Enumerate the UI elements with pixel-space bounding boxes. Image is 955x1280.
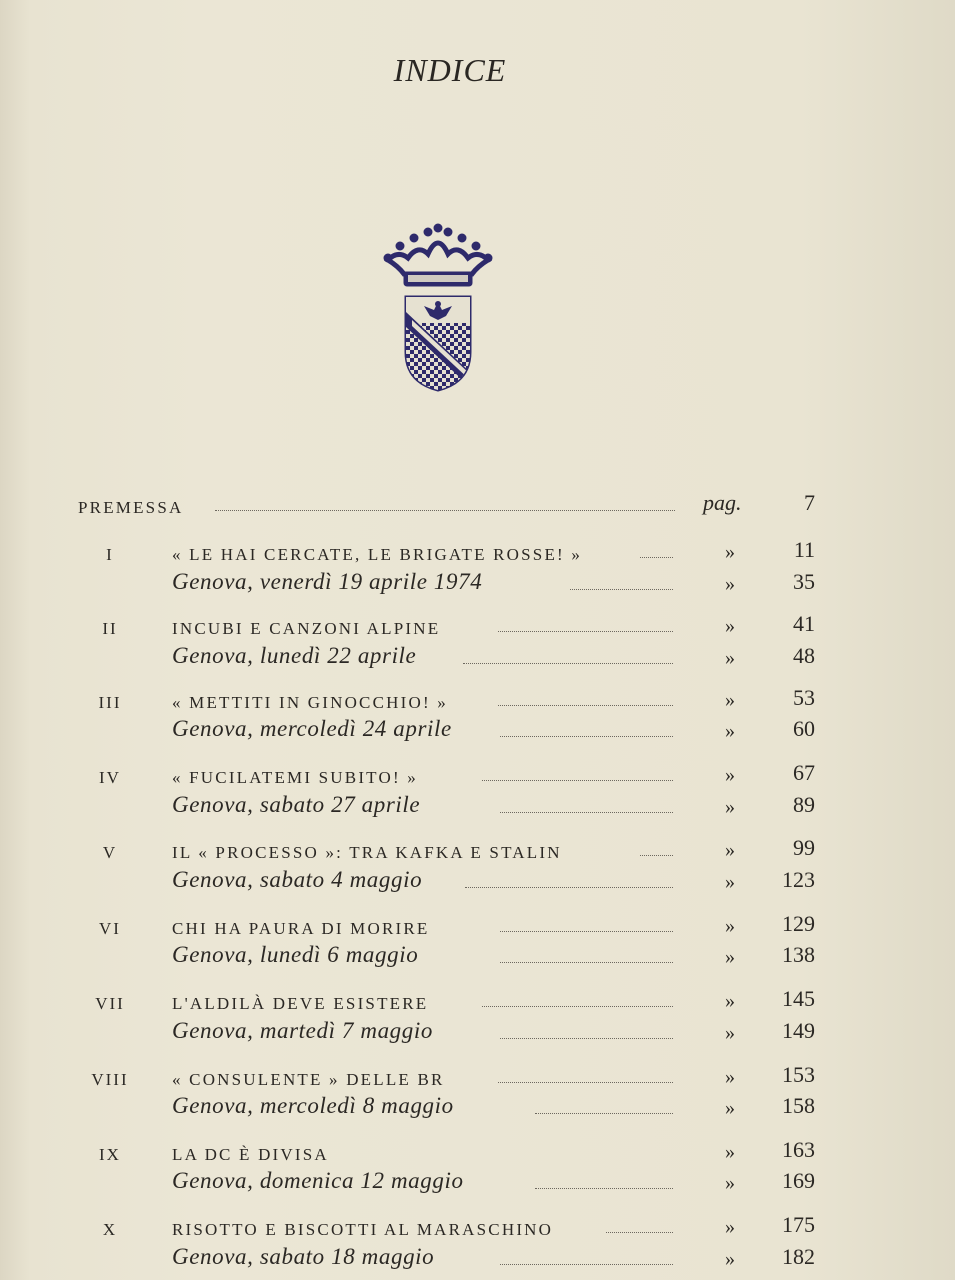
chapter-number: VIII: [91, 1070, 129, 1089]
dot-leader: [498, 1082, 673, 1083]
ditto-mark: »: [725, 1066, 735, 1088]
ditto-mark: »: [725, 764, 735, 786]
toc-entry-chapter[interactable]: [0, 1212, 955, 1246]
toc-entry-diary[interactable]: [0, 643, 955, 677]
page-number: 41: [793, 611, 815, 636]
toc-entry-diary[interactable]: [0, 867, 955, 901]
ditto-mark: »: [725, 1022, 735, 1044]
toc-entry-diary[interactable]: [0, 1168, 955, 1202]
chapter-title: L'ALDILÀ DEVE ESISTERE: [172, 994, 429, 1013]
diary-title: Genova, lunedì 6 maggio: [172, 942, 419, 967]
dot-leader: [500, 962, 673, 963]
dot-leader: [500, 812, 673, 813]
ditto-mark: »: [725, 647, 735, 669]
chapter-number: VII: [95, 994, 125, 1013]
chapter-title: INCUBI E CANZONI ALPINE: [172, 619, 441, 638]
page-number: 169: [782, 1168, 815, 1193]
dot-leader: [500, 1264, 673, 1265]
chapter-title: CHI HA PAURA DI MORIRE: [172, 919, 430, 938]
toc-entry-diary[interactable]: [0, 942, 955, 976]
toc-entry-premessa[interactable]: [0, 490, 955, 524]
ditto-mark: »: [725, 720, 735, 742]
ditto-mark: »: [725, 573, 735, 595]
diary-title: Genova, sabato 18 maggio: [172, 1244, 435, 1269]
diary-title: Genova, mercoledì 8 maggio: [172, 1093, 454, 1118]
chapter-number: X: [102, 1220, 118, 1239]
toc-entry-diary[interactable]: [0, 716, 955, 750]
page-number: 163: [782, 1137, 815, 1162]
ditto-mark: »: [725, 1097, 735, 1119]
ditto-mark: »: [725, 1216, 735, 1238]
page-label: pag.: [703, 490, 742, 515]
ditto-mark: »: [725, 915, 735, 937]
page-number: 158: [782, 1093, 815, 1118]
toc-entry-chapter[interactable]: [0, 685, 955, 719]
ditto-mark: »: [725, 990, 735, 1012]
diary-title: Genova, martedì 7 maggio: [172, 1018, 433, 1043]
chapter-number: I: [106, 545, 114, 564]
chapter-number: IV: [99, 768, 121, 787]
toc-entry-chapter[interactable]: [0, 911, 955, 945]
ditto-mark: »: [725, 1248, 735, 1270]
chapter-number: IX: [99, 1145, 121, 1164]
page-number: 48: [793, 643, 815, 668]
chapter-title: « FUCILATEMI SUBITO! »: [172, 768, 418, 787]
page-number: 129: [782, 911, 815, 936]
chapter-number: V: [102, 843, 118, 862]
chapter-title: LA DC È DIVISA: [172, 1145, 329, 1164]
chapter-number: VI: [99, 919, 121, 938]
page-number: 60: [793, 716, 815, 741]
toc-entry-diary[interactable]: [0, 1018, 955, 1052]
ditto-mark: »: [725, 871, 735, 893]
page-number: 145: [782, 986, 815, 1011]
toc-entry-diary[interactable]: [0, 569, 955, 603]
diary-title: Genova, lunedì 22 aprile: [172, 643, 417, 668]
page-title: INDICE: [393, 52, 507, 88]
ditto-mark: »: [725, 689, 735, 711]
coat-of-arms-icon: [378, 222, 498, 397]
ditto-mark: »: [725, 1141, 735, 1163]
dot-leader: [498, 631, 673, 632]
dot-leader: [640, 855, 673, 856]
page-number: 89: [793, 792, 815, 817]
diary-title: Genova, sabato 27 aprile: [172, 792, 421, 817]
toc-entry-chapter[interactable]: [0, 611, 955, 645]
chapter-title: « LE HAI CERCATE, LE BRIGATE ROSSE! »: [172, 545, 583, 564]
chapter-number: III: [98, 693, 122, 712]
diary-title: Genova, mercoledì 24 aprile: [172, 716, 452, 741]
toc-entry-chapter[interactable]: [0, 760, 955, 794]
premessa-label: PREMESSA: [78, 498, 184, 517]
dot-leader: [463, 663, 673, 664]
chapter-title: « CONSULENTE » DELLE BR: [172, 1070, 445, 1089]
ditto-mark: »: [725, 541, 735, 563]
dot-leader: [500, 1038, 673, 1039]
diary-title: Genova, venerdì 19 aprile 1974: [172, 569, 483, 594]
dot-leader: [482, 780, 673, 781]
dot-leader: [535, 1188, 673, 1189]
page-number: 53: [793, 685, 815, 710]
ditto-mark: »: [725, 839, 735, 861]
diary-title: Genova, domenica 12 maggio: [172, 1168, 464, 1193]
page-number: 7: [804, 490, 815, 515]
page-number: 138: [782, 942, 815, 967]
toc-entry-diary[interactable]: [0, 1244, 955, 1278]
chapter-title: RISOTTO E BISCOTTI AL MARASCHINO: [172, 1220, 554, 1239]
dot-leader: [640, 557, 673, 558]
toc-entry-diary[interactable]: [0, 1093, 955, 1127]
dot-leader: [500, 736, 673, 737]
dot-leader: [500, 931, 673, 932]
ditto-mark: »: [725, 615, 735, 637]
page-number: 153: [782, 1062, 815, 1087]
dot-leader: [606, 1232, 673, 1233]
toc-entry-chapter[interactable]: [0, 1062, 955, 1096]
page-number: 35: [793, 569, 815, 594]
chapter-title: IL « PROCESSO »: TRA KAFKA E STALIN: [172, 843, 562, 862]
ditto-mark: »: [725, 946, 735, 968]
toc-entry-chapter[interactable]: [0, 537, 955, 571]
dot-leader: [482, 1006, 673, 1007]
toc-entry-chapter[interactable]: [0, 835, 955, 869]
page-number: 175: [782, 1212, 815, 1237]
diary-title: Genova, sabato 4 maggio: [172, 867, 423, 892]
page-number: 149: [782, 1018, 815, 1043]
page-number: 99: [793, 835, 815, 860]
page-number: 123: [782, 867, 815, 892]
dot-leader: [535, 1113, 673, 1114]
chapter-number: II: [102, 619, 118, 638]
toc-entry-chapter[interactable]: [0, 1137, 955, 1171]
page-number: 67: [793, 760, 815, 785]
page-number: 11: [793, 537, 815, 562]
ditto-mark: »: [725, 1172, 735, 1194]
toc-entry-chapter[interactable]: [0, 986, 955, 1020]
dot-leader: [215, 510, 675, 511]
dot-leader: [465, 887, 673, 888]
page-number: 182: [782, 1244, 815, 1269]
dot-leader: [498, 705, 673, 706]
dot-leader: [570, 589, 673, 590]
toc-entry-diary[interactable]: [0, 792, 955, 826]
chapter-title: « METTITI IN GINOCCHIO! »: [172, 693, 448, 712]
ditto-mark: »: [725, 796, 735, 818]
